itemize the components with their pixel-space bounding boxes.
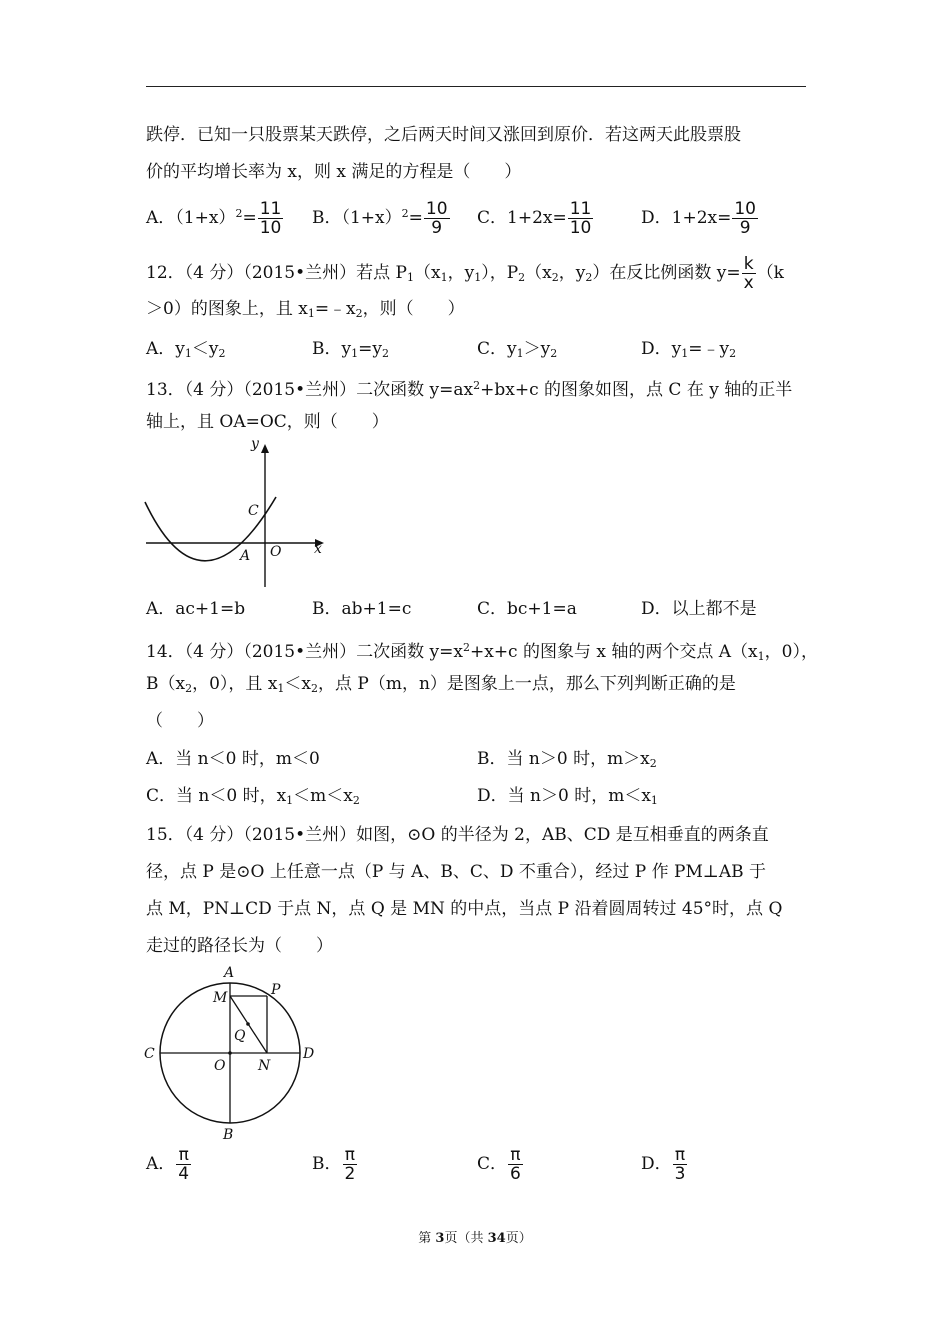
- q15-label-b: B: [223, 1127, 234, 1142]
- q13-parabola-figure: [140, 435, 340, 595]
- q15-label-o: O: [214, 1058, 226, 1074]
- q11-text-line1: 跌停．已知一只股票某天跌停，之后两天时间又涨回到原价．若这两天此股票股: [146, 125, 741, 145]
- q13-label-a: A: [240, 548, 251, 564]
- q12-option-a: A．$y_1<y_2$: [146, 339, 226, 360]
- q15-label-c: C: [144, 1046, 155, 1062]
- q12-option-d: D．$y_1=﹣y_2$: [641, 339, 737, 360]
- q11-text-line2: 价的平均增长率为 x，则 x 满足的方程是（ ）: [146, 162, 522, 182]
- q14-option-a: A．当 n＜0 时，m＜0: [146, 749, 320, 769]
- q15-text-line1: 15．（4 分）（2015•兰州）如图，⊙O 的半径为 2，AB、CD 是互相垂直的两条直: [146, 825, 769, 845]
- q15-point-q: [246, 1022, 250, 1026]
- q13-option-b: B．ab+1=c: [312, 599, 412, 619]
- q13-option-d: D．以上都不是: [641, 599, 757, 619]
- q13-label-o: O: [270, 544, 282, 560]
- q15-option-c: C． $\frac{\pi}{6}$: [477, 1145, 521, 1184]
- page-total: 34: [487, 1231, 506, 1246]
- q15-option-a: A． $\frac{\pi}{4}$: [146, 1145, 190, 1184]
- q15-label-d: D: [303, 1046, 315, 1062]
- q15-point-o: [228, 1051, 232, 1055]
- page-footer: 第 3页（共 34页）: [418, 1231, 532, 1246]
- q12-option-b: B．$y_1=y_2$: [312, 339, 389, 360]
- q14-text-line1: 14．（4 分）（2015•兰州）二次函数 $y=x^2+x+c$ 的图象与 x 轴的两个交点 $A(x_1$，0），: [146, 641, 818, 663]
- q13-text-line1: 13．（4 分）（2015•兰州）二次函数 $y=ax^2+bx+c$ 的图象如图，点 C 在 y 轴的正半: [146, 379, 793, 400]
- q14-text-line2: $B(x_2$，0），且 $x_1<x_2$，点 P（m，n）是图象上一点，那么下列判断正确的是: [146, 674, 736, 695]
- q15-label-q: Q: [234, 1028, 246, 1044]
- q11-option-b: B．$(1+x)^2=$ $\frac{10}{9}$: [312, 199, 448, 238]
- q15-circle-figure: [140, 962, 340, 1142]
- q11-d-fraction: $\frac{10}{9}$: [734, 199, 756, 238]
- q11-c-fraction: $\frac{11}{10}$: [569, 199, 592, 238]
- q13-option-c: C．bc+1=a: [477, 599, 577, 619]
- page-number: 3: [435, 1231, 445, 1246]
- q15-b-fraction: $\frac{\pi}{2}$: [344, 1145, 356, 1184]
- q15-option-b: B． $\frac{\pi}{2}$: [312, 1145, 356, 1184]
- q11-option-d: D．1+2x= $\frac{10}{9}$: [641, 199, 756, 238]
- q15-label-p: P: [271, 982, 281, 998]
- q12-text-line2: ＞0）的图象上，且 $x_1=﹣x_2$，则（ ）: [146, 299, 465, 320]
- q14-option-d: D．当 n＞0 时，$m<x_1$: [477, 786, 658, 807]
- q15-label-a: A: [224, 965, 235, 981]
- q13-option-a: A．ac+1=b: [146, 599, 246, 619]
- q13-label-x: x: [314, 541, 322, 557]
- q15-option-d: D． $\frac{\pi}{3}$: [641, 1145, 686, 1184]
- q15-label-m: M: [213, 990, 228, 1006]
- q11-option-c: C．1+2x= $\frac{11}{10}$: [477, 199, 592, 238]
- q15-label-n: N: [258, 1058, 271, 1074]
- q11-b-fraction: $\frac{10}{9}$: [425, 199, 448, 238]
- q12-option-c: C．$y_1>y_2$: [477, 339, 558, 360]
- q11-a-fraction: $\frac{11}{10}$: [259, 199, 282, 238]
- q12-text-line1: 12．（4 分）（2015•兰州）若点 $P_1(x_1$，$y_1$），$P_2(x_2$，$y_2$）在反比例函数 y= $\frac{k}{x}$ （k: [146, 254, 784, 293]
- q15-text-line2: 径，点 P 是⊙O 上任意一点（P 与 A、B、C、D 不重合），经过 P 作 PM⊥AB 于: [146, 862, 767, 882]
- q13-label-y: y: [251, 436, 259, 452]
- q15-text-line3: 点 M，PN⊥CD 于点 N，点 Q 是 MN 的中点，当点 P 沿着圆周转过 45°时，点 Q: [146, 899, 783, 919]
- q12-k-over-x: $\frac{k}{x}$: [743, 254, 754, 293]
- q13-label-c: C: [248, 503, 259, 519]
- q13-y-arrow-icon: [261, 444, 269, 453]
- q15-a-fraction: $\frac{\pi}{4}$: [178, 1145, 190, 1184]
- q15-d-fraction: $\frac{\pi}{3}$: [674, 1145, 686, 1184]
- q14-option-b: B．当 n＞0 时，$m>x_2$: [477, 749, 657, 770]
- q15-text-line4: 走过的路径长为（ ）: [146, 936, 333, 956]
- q14-text-line3: （ ）: [146, 711, 214, 731]
- header-rule: [146, 86, 806, 87]
- q14-option-c: C．当 n＜0 时，$x_1<m<x_2$: [146, 786, 360, 807]
- q13-text-line2: 轴上，且 OA=OC，则（ ）: [146, 412, 389, 432]
- q15-c-fraction: $\frac{\pi}{6}$: [510, 1145, 521, 1184]
- q11-option-a: A．$(1+x)^2=$ $\frac{11}{10}$: [146, 199, 282, 238]
